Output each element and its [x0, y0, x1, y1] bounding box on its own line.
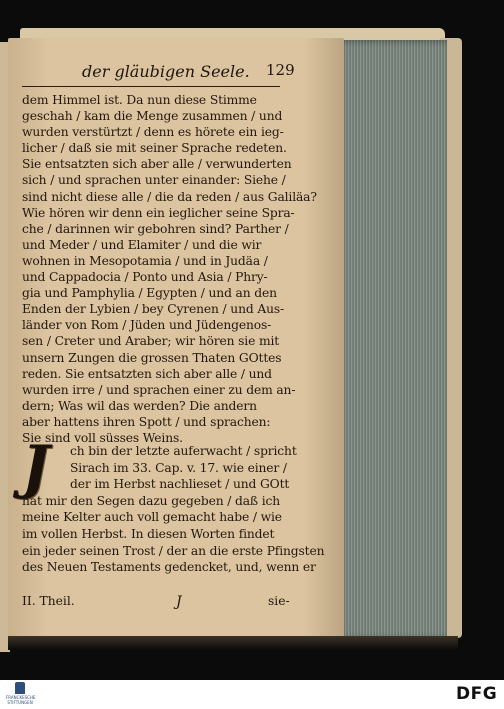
text-line: Wie hören wir denn ein ieglicher seine Spra- — [22, 205, 295, 220]
library-logo[interactable] — [6, 682, 34, 706]
text-line: des Neuen Testaments gedencket, und, wenn er — [22, 560, 316, 575]
text-line: unsern Zungen die grossen Thaten GOttes — [22, 350, 282, 365]
dfg-logo[interactable]: DFG — [456, 684, 498, 704]
text-line: geschah / kam die Menge zusammen / und — [22, 109, 283, 124]
library-logo-text: FRANCKESCHE STIFTUNGEN — [6, 695, 36, 705]
text-line: Enden der Lybien / bey Cyrenen / und Aus- — [22, 302, 284, 317]
text-line: meine Kelter auch voll gemacht habe / wie — [22, 510, 282, 525]
text-line: im vollen Herbst. In diesen Worten findet — [22, 526, 275, 541]
page-number: 129 — [266, 61, 295, 79]
viewer-footer — [0, 680, 504, 709]
catchword: sie- — [268, 594, 290, 608]
text-line: sich / und sprachen unter einander: Siehe / — [22, 173, 286, 188]
text-line: und Cappadocia / Ponto und Asia / Phry- — [22, 270, 268, 285]
text-line: sen / Creter und Araber; wir hören sie mit — [22, 334, 280, 349]
paragraph-1 — [22, 92, 317, 446]
drop-cap: J — [22, 433, 50, 501]
text-line: Sie sind voll süsses Weins. — [22, 430, 183, 445]
paragraph-2 — [22, 443, 325, 576]
text-line: hat mir den Segen dazu gegeben / daß ich — [22, 493, 281, 508]
text-line: che / darinnen wir gebohren sind? Parther / — [22, 221, 289, 236]
page-block-fore-edge — [332, 40, 447, 640]
text-line: wurden irre / und sprachen einer zu dem an- — [22, 382, 296, 397]
text-line: Sirach im 33. Cap. v. 17. wie einer / — [70, 460, 287, 475]
text-line: aber hattens ihren Spott / und sprachen: — [22, 414, 271, 429]
running-head: der gläubigen Seele. — [82, 62, 250, 81]
text-line: gia und Pamphylia / Egypten / und an den — [22, 286, 277, 301]
text-line: der im Herbst nachlieset / und GOtt — [70, 477, 290, 492]
text-line: länder von Rom / Jüden und Jüdengenos- — [22, 318, 272, 333]
text-line: ein jeder seinen Trost / der an die erste Pfingsten — [22, 543, 325, 558]
gathering-letter: J — [176, 594, 182, 610]
library-emblem-icon — [15, 682, 25, 694]
text-line: dem Himmel ist. Da nun diese Stimme — [22, 93, 257, 107]
header-rule — [22, 86, 280, 87]
text-line: wohnen in Mesopotamia / und in Judäa / — [22, 253, 268, 268]
text-line: sind nicht diese alle / die da reden / aus Galiläa? — [22, 189, 317, 204]
text-line: wurden verstürtzt / denn es hörete ein ieg- — [22, 125, 284, 140]
text-line: licher / daß sie mit seiner Sprache redeten. — [22, 141, 287, 156]
text-line: und Meder / und Elamiter / und die wir — [22, 237, 262, 252]
text-line: dern; Was wil das werden? Die andern — [22, 398, 257, 413]
text-line: Sie entsatzten sich aber alle / verwunderten — [22, 157, 292, 172]
text-line: ch bin der letzte auferwacht / spricht — [70, 444, 297, 458]
book-shadow — [8, 636, 458, 650]
signature-mark: II. Theil. — [22, 594, 75, 608]
text-line: reden. Sie entsatzten sich aber alle / und — [22, 366, 272, 381]
